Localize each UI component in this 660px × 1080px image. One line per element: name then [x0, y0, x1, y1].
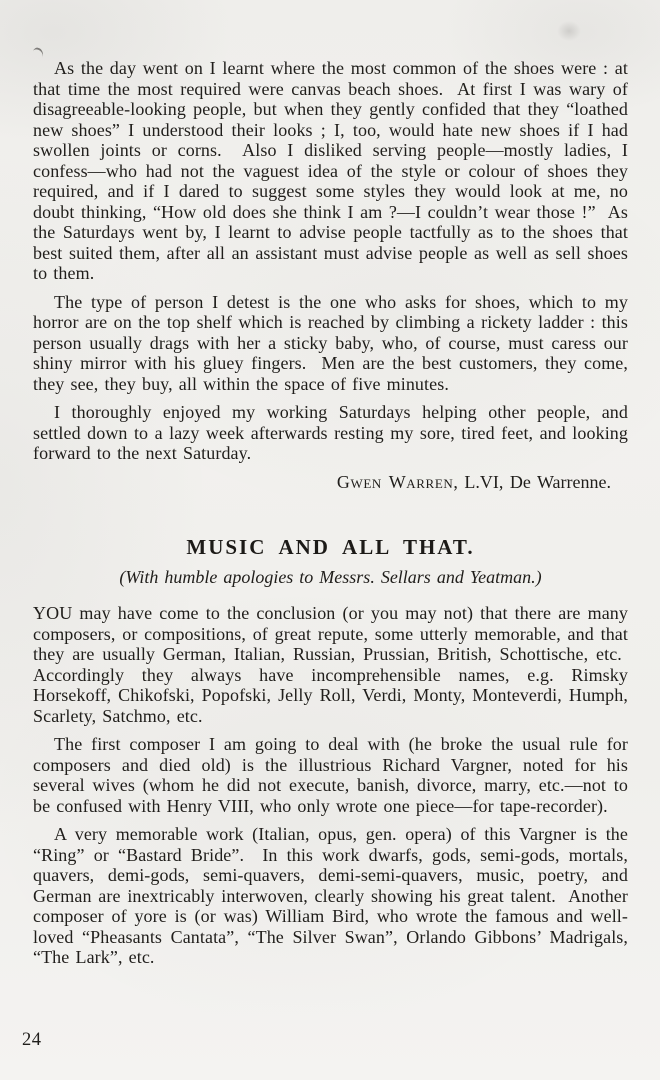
paragraph-shoes-3: I thoroughly enjoyed my working Saturdays helping other people, and settled down to a lazy week afterwards resting my sore, tired feet, and looking forward to the next Saturday. — [33, 402, 628, 463]
scan-artifact-mark — [32, 46, 45, 57]
scan-smudge — [556, 20, 582, 42]
paragraph-shoes-2: The type of person I detest is the one who asks for shoes, which to my horror are on the top shelf which is reached by climbing a rickety ladder : this person usually drags with her a sticky baby, who, of course, must caress our shiny mirror with his gluey fingers. Men are the best customers, they come, they see, they buy, all within the space of five minutes. — [33, 291, 628, 394]
paragraph-music-2: The first composer I am going to deal with (he broke the usual rule for composers and died old) is the illustrious Richard Vargner, noted for his several wives (whom he did not execute, banish, divorce, marry, etc.—not to be confused with Henry VIII, who only wrote one piece—for tape-recorder). — [33, 734, 628, 816]
article-title: MUSIC AND ALL THAT. — [186, 535, 475, 559]
music-article — [33, 534, 628, 968]
music-article-body — [33, 603, 628, 968]
page-number: 24 — [22, 1030, 42, 1050]
paragraph-shoes-1: As the day went on I learnt where the most common of the shoes were : at that time the most required were canvas beach shoes. At first I was wary of disagreeable-looking people, but when they gently confided that they “loathed new shoes” I understood their looks ; I, too, would hate new shoes if I had swollen joints or corns. Also I disliked serving people—mostly ladies, I confess—who had not the vaguest idea of the style or colour of shoes they required, and if I dared to suggest some styles they would look at me, no doubt thinking, “How old does she think I am ?—I couldn’t wear those !” As the Saturdays went by, I learnt to advise people tactfully as to the shoes that best suited them, after all an assistant must advise people as well as sell shoes to them. — [33, 58, 628, 283]
article-subtitle: (With humble apologies to Messrs. Sellars and Yeatman.) — [119, 567, 542, 587]
author-signature — [33, 472, 628, 493]
paragraph-music-3: A very memorable work (Italian, opus, gen. opera) of this Vargner is the “Ring” or “Bastard Bride”. In this work dwarfs, gods, semi-gods, mortals, quavers, demi-gods, semi-quavers, demi-semi-quavers, music, poetry, and German are inextricably interwoven, clearly showing his great talent. Another composer of yore is (or was) William Bird, who wrote the famous and well-loved “Pheasants Cantata”, “The Silver Swan”, Orlando Gibbons’ Madrigals, “The Lark”, etc. — [33, 824, 628, 967]
author-form-house: , L.VI, De Warrenne. — [453, 471, 611, 492]
author-name: Gwen Warren — [336, 471, 454, 492]
paragraph-music-1: YOU may have come to the conclusion (or you may not) that there are many composers, or compositions, of great repute, some utterly memorable, and that they are usually German, Italian, Russian, Prussian, British, Schottische, etc. Accordingly they always have incomprehensible names, e.g. Rimsky Horsekoff, Chikofski, Popofski, Jelly Roll, Verdi, Monty, Monteverdi, Humph, Scarlety, Satchmo, etc. — [33, 603, 628, 726]
shoes-article-continuation — [33, 58, 628, 492]
